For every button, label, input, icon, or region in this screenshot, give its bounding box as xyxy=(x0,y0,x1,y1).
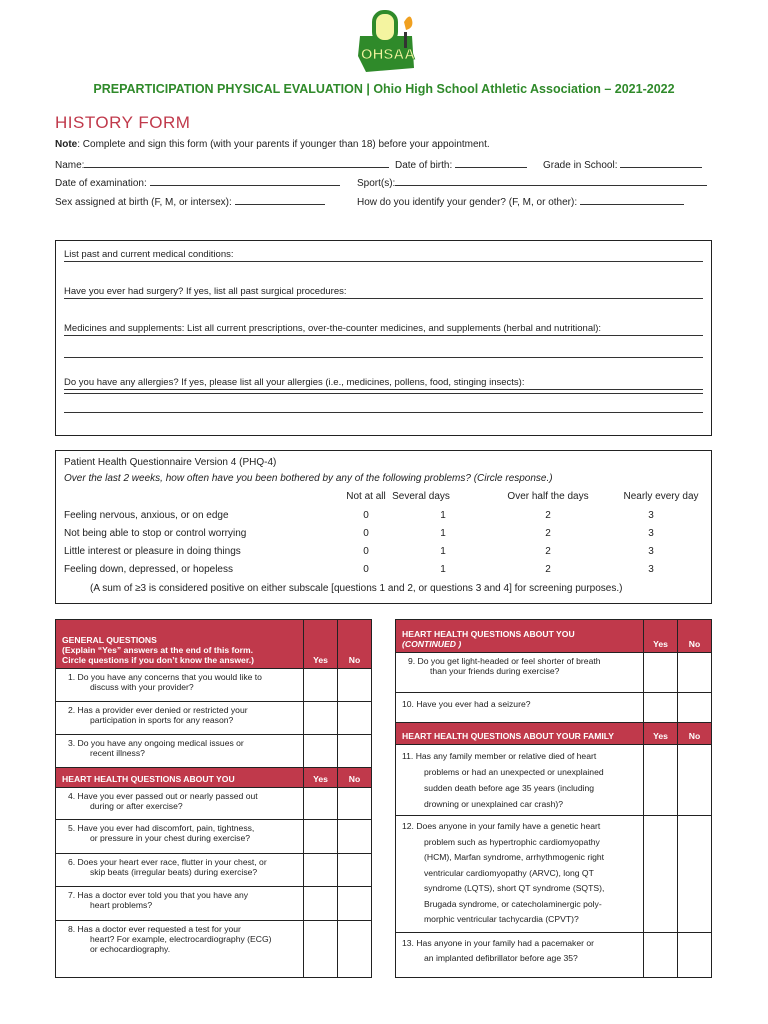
no-cell[interactable] xyxy=(678,816,712,933)
phq-score[interactable]: 2 xyxy=(545,546,551,557)
phq-score[interactable]: 0 xyxy=(363,528,369,539)
no-cell[interactable] xyxy=(338,669,372,702)
no-header: No xyxy=(338,620,372,669)
phq-score[interactable]: 3 xyxy=(648,546,654,557)
exam-date-field[interactable]: Date of examination: xyxy=(55,176,340,189)
sports-field[interactable]: Sport(s): xyxy=(357,176,707,189)
allergies-field[interactable]: Do you have any allergies? If yes, please list all your allergies (i.e., medicines, pollens, food, stinging insects): xyxy=(64,377,703,390)
phq-footnote: (A sum of ≥3 is considered positive on either subscale [questions 1 and 2, or questions 3 and 4] for screening purposes.) xyxy=(90,583,623,594)
dob-field[interactable]: Date of birth: xyxy=(395,158,527,171)
phq-score[interactable]: 3 xyxy=(648,528,654,539)
phq-col: Over half the days xyxy=(507,491,589,502)
svg-text:OHSAA: OHSAA xyxy=(360,46,416,63)
phq-score[interactable]: 2 xyxy=(545,564,551,575)
no-cell[interactable] xyxy=(338,921,372,978)
phq-subtitle: Over the last 2 weeks, how often have you been bothered by any of the following problems? (Circle response.) xyxy=(64,473,553,484)
phq-col: Several days xyxy=(392,491,450,502)
name-field[interactable]: Name: xyxy=(55,158,389,171)
yes-cell[interactable] xyxy=(644,653,678,693)
yes-cell[interactable] xyxy=(304,735,338,768)
no-cell[interactable] xyxy=(678,653,712,693)
no-cell[interactable] xyxy=(338,735,372,768)
document-title: PREPARTICIPATION PHYSICAL EVALUATION | Ohio High School Athletic Association – 2021-2022 xyxy=(93,82,675,96)
question-row: 7. Has a doctor ever told you that you have any heart problems? xyxy=(56,887,372,921)
grade-field[interactable]: Grade in School: xyxy=(543,158,702,171)
no-cell[interactable] xyxy=(678,745,712,816)
medicines-line[interactable] xyxy=(64,357,703,358)
phq-score[interactable]: 1 xyxy=(440,528,446,539)
phq-score[interactable]: 1 xyxy=(440,546,446,557)
no-cell[interactable] xyxy=(338,854,372,887)
yes-cell[interactable] xyxy=(304,887,338,921)
general-questions-table: GENERAL QUESTIONS (Explain “Yes” answers at the end of this form. Circle questions if you don’t know the answer.) Yes No 1. Do you have any concerns that you would like to discuss with your provider? 2. Has a provider ever denied or restricted your participation in sports for any reason? 3. Do you have any ongoing medical issues or recent illness? HEART HEALTH QUESTIONS ABOUT YOU Yes No 4. Have you ever passed out or nearly passed out during or after exercise? 5. Have you ever had discomfort, pain, tightness, or pressure in your chest during exercise? 6. Does your heart ever race, flutter in your chest, or skip beats (irregular beats) during exercise? 7. Has a doctor ever told you that you have any heart problems? 8. Has a doctor ever requested a test for your heart? For example, electrocardiography (ECG) or echocardiography. xyxy=(55,619,372,978)
question-row: 10. Have you ever had a seizure? xyxy=(396,693,712,723)
question-row: 12. Does anyone in your family have a genetic heart problem such as hypertrophic cardiomyopathy (HCM), Marfan syndrome, arrhythmogenic right ventricular cardiomyopathy (ARVC), long QT syndrome (LQTS), short QT syndrome (SQTS), Brugada syndrome, or catecholaminergic poly- morphic ventricular tachycardia (CPVT)? xyxy=(396,816,712,933)
yes-cell[interactable] xyxy=(304,669,338,702)
yes-cell[interactable] xyxy=(304,854,338,887)
question-row: 5. Have you ever had discomfort, pain, tightness, or pressure in your chest during exercise? xyxy=(56,820,372,854)
phq-score[interactable]: 1 xyxy=(440,564,446,575)
question-row: 11. Has any family member or relative died of heart problems or had an unexpected or unexplained sudden death before age 35 years (including drowning or unexplained car crash)? xyxy=(396,745,712,816)
medical-history-box xyxy=(55,240,712,436)
question-row: 3. Do you have any ongoing medical issues or recent illness? xyxy=(56,735,372,768)
phq-score[interactable]: 1 xyxy=(440,510,446,521)
question-row: 2. Has a provider ever denied or restricted your participation in sports for any reason? xyxy=(56,702,372,735)
no-cell[interactable] xyxy=(338,702,372,735)
phq-row-label: Feeling nervous, anxious, or on edge xyxy=(64,510,229,521)
phq-col: Not at all xyxy=(346,491,386,502)
heart-cont-header: HEART HEALTH QUESTIONS ABOUT YOU (CONTINUED ) xyxy=(396,620,644,653)
heart-questions-table: HEART HEALTH QUESTIONS ABOUT YOU (CONTINUED ) Yes No 9. Do you get light-headed or feel shorter of breath than your friends during exercise? 10. Have you ever had a seizure? HEART HEALTH QUESTIONS ABOUT YOUR FAMILY Yes No 11. Has any family member or relative died of heart problems or had an unexpected or unexplained sudden death before age 35 years (including drowning or unexplained car crash)? 12. Does anyone in your family have a genetic heart problem such as hypertrophic cardiomyopathy (HCM), Marfan syndrome, arrhythmogenic right ventricular cardiomyopathy (ARVC), long QT syndrome (LQTS), short QT syndrome (SQTS), Brugada syndrome, or catecholaminergic poly- morphic ventricular tachycardia (CPVT)? 13. Has anyone in your family had a pacemaker or an implanted defibrillator before age 35? xyxy=(395,619,712,978)
yes-cell[interactable] xyxy=(644,745,678,816)
phq-score[interactable]: 0 xyxy=(363,546,369,557)
question-row: 4. Have you ever passed out or nearly passed out during or after exercise? xyxy=(56,788,372,820)
phq-row-label: Feeling down, depressed, or hopeless xyxy=(64,564,233,575)
phq-score[interactable]: 0 xyxy=(363,510,369,521)
yes-cell[interactable] xyxy=(644,816,678,933)
question-row: 1. Do you have any concerns that you would like to discuss with your provider? xyxy=(56,669,372,702)
gender-field[interactable]: How do you identify your gender? (F, M, or other): xyxy=(357,195,684,208)
allergies-line[interactable] xyxy=(64,393,703,394)
form-title: HISTORY FORM xyxy=(55,113,191,132)
question-row: 13. Has anyone in your family had a pacemaker or an implanted defibrillator before age 35? xyxy=(396,933,712,978)
family-header: HEART HEALTH QUESTIONS ABOUT YOUR FAMILY xyxy=(396,723,644,745)
phq-score[interactable]: 3 xyxy=(648,564,654,575)
yes-cell[interactable] xyxy=(644,693,678,723)
no-cell[interactable] xyxy=(678,693,712,723)
question-row: 8. Has a doctor ever requested a test for your heart? For example, electrocardiography (ECG) or echocardiography. xyxy=(56,921,372,978)
sex-field[interactable]: Sex assigned at birth (F, M, or intersex): xyxy=(55,195,325,208)
phq-col: Nearly every day xyxy=(623,491,699,502)
medicines-field[interactable]: Medicines and supplements: List all current prescriptions, over-the-counter medicines, and supplements (herbal and nutritional): xyxy=(64,323,703,336)
heart-header: HEART HEALTH QUESTIONS ABOUT YOU xyxy=(56,768,304,788)
phq-row-label: Not being able to stop or control worrying xyxy=(64,528,247,539)
question-row: 6. Does your heart ever race, flutter in your chest, or skip beats (irregular beats) during exercise? xyxy=(56,854,372,887)
general-header: GENERAL QUESTIONS (Explain “Yes” answers at the end of this form. Circle questions if you don’t know the answer.) xyxy=(56,620,304,669)
phq-score[interactable]: 2 xyxy=(545,510,551,521)
yes-cell[interactable] xyxy=(304,702,338,735)
no-cell[interactable] xyxy=(678,933,712,978)
phq-row-label: Little interest or pleasure in doing things xyxy=(64,546,241,557)
allergies-line[interactable] xyxy=(64,412,703,413)
no-cell[interactable] xyxy=(338,820,372,854)
phq-score[interactable]: 2 xyxy=(545,528,551,539)
ohsaa-logo xyxy=(352,6,424,76)
phq-score[interactable]: 0 xyxy=(363,564,369,575)
yes-cell[interactable] xyxy=(304,788,338,820)
conditions-field[interactable]: List past and current medical conditions: xyxy=(64,249,703,262)
note: Note: Complete and sign this form (with your parents if younger than 18) before your appointment. xyxy=(55,139,490,150)
yes-header: Yes xyxy=(304,620,338,669)
surgery-field[interactable]: Have you ever had surgery? If yes, list all past surgical procedures: xyxy=(64,286,703,299)
yes-cell[interactable] xyxy=(644,933,678,978)
yes-cell[interactable] xyxy=(304,820,338,854)
question-row: 9. Do you get light-headed or feel shorter of breath than your friends during exercise? xyxy=(396,653,712,693)
no-cell[interactable] xyxy=(338,788,372,820)
no-cell[interactable] xyxy=(338,887,372,921)
phq-title: Patient Health Questionnaire Version 4 (PHQ-4) xyxy=(64,457,277,468)
yes-cell[interactable] xyxy=(304,921,338,978)
phq4-box xyxy=(55,450,712,604)
phq-score[interactable]: 3 xyxy=(648,510,654,521)
